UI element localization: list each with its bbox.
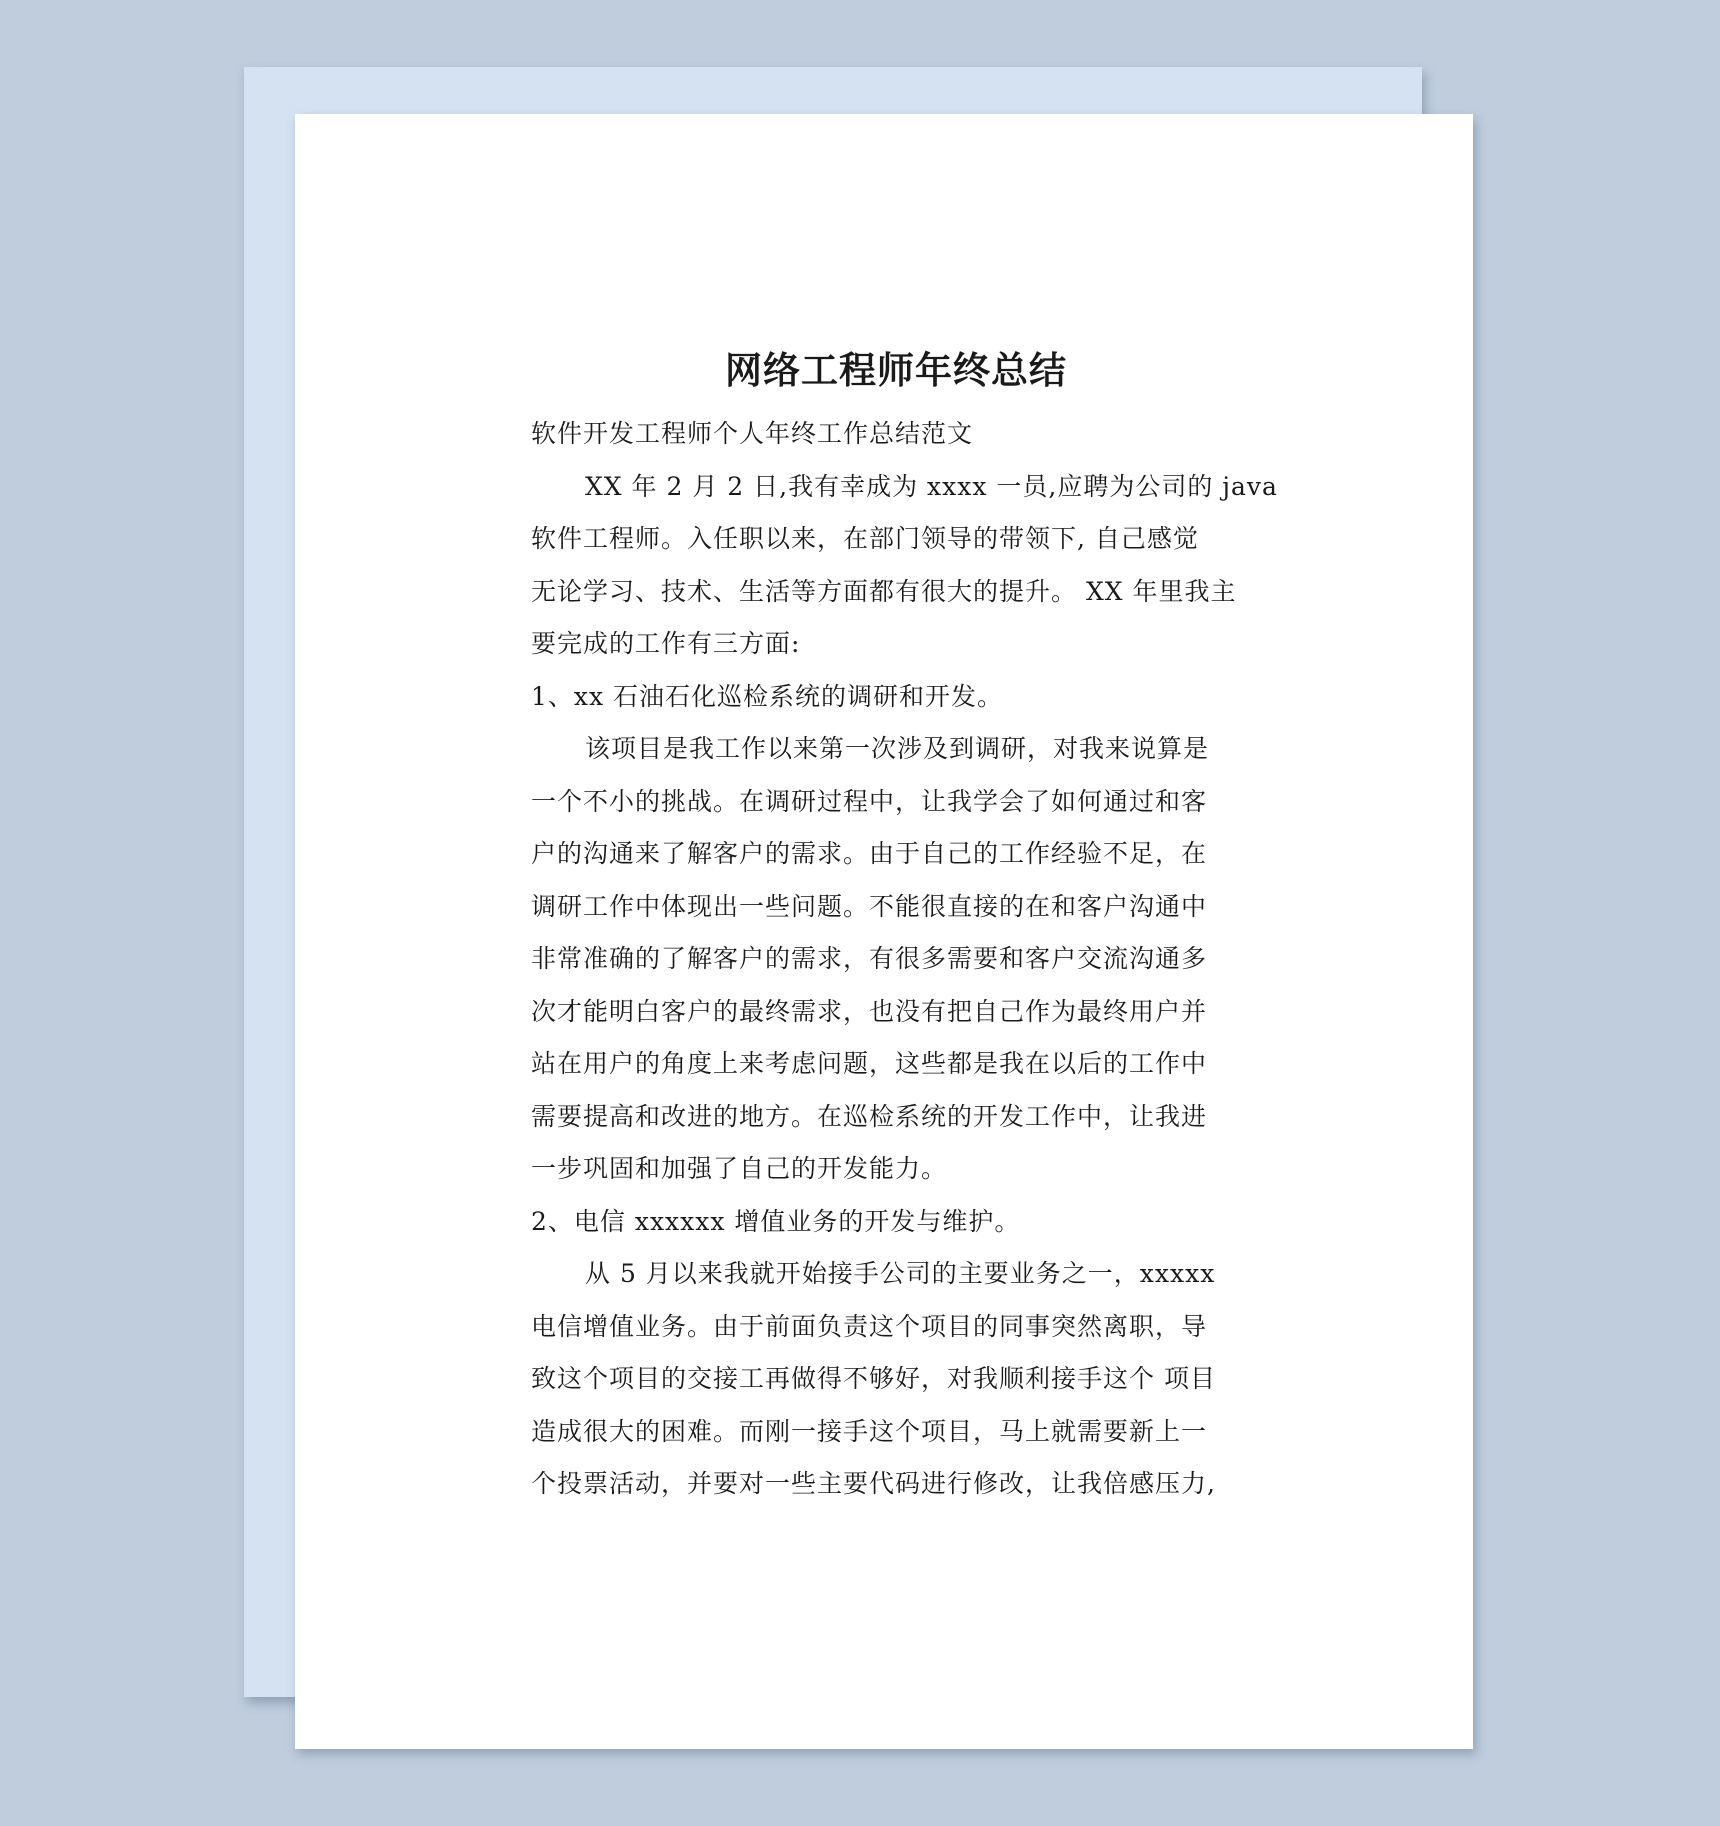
text-line: 次才能明白客户的最终需求，也没有把自己作为最终用户并 xyxy=(531,996,1208,1026)
text-line: 致这个项目的交接工再做得不够好，对我顺利接手这个 项目 xyxy=(531,1364,1216,1393)
text-line: 户的沟通来了解客户的需求。由于自己的工作经验不足，在 xyxy=(531,839,1208,868)
text-line: 造成很大的困难。而刚一接手这个项目，马上就需要新上一 xyxy=(531,1416,1208,1446)
text-line: 软件开发工程师个人年终工作总结范文 xyxy=(531,419,974,448)
text-line: 需要提高和改进的地方。在巡检系统的开发工作中，让我进 xyxy=(531,1101,1208,1131)
text-line: 电信增值业务。由于前面负责这个项目的同事突然离职，导 xyxy=(531,1311,1208,1341)
text-line: 无论学习、技术、生活等方面都有很大的提升。 XX 年里我主 xyxy=(531,576,1237,606)
text-line: 非常准确的了解客户的需求，有很多需要和客户交流沟通多 xyxy=(531,944,1208,973)
text-line: 1、xx 石油石化巡检系统的调研和开发。 xyxy=(531,681,1004,711)
text-line: XX 年 2 月 2 日,我有幸成为 xxxx 一员,应聘为公司的 java xyxy=(585,471,1278,501)
text-line: 一步巩固和加强了自己的开发能力。 xyxy=(531,1154,948,1183)
text-line: 软件工程师。入任职以来，在部门领导的带领下, 自己感觉 xyxy=(531,524,1199,553)
text-line: 要完成的工作有三方面: xyxy=(531,629,801,658)
document-lines xyxy=(531,408,1278,1511)
front-page-sheet xyxy=(295,114,1473,1749)
document-body xyxy=(531,346,1278,1511)
text-line: 2、电信 xxxxxx 增值业务的开发与维护。 xyxy=(531,1206,1021,1236)
text-line: 调研工作中体现出一些问题。不能很直接的在和客户沟通中 xyxy=(531,891,1208,921)
text-line: 个投票活动，并要对一些主要代码进行修改，让我倍感压力, xyxy=(531,1469,1216,1498)
text-line: 站在用户的角度上来考虑问题，这些都是我在以后的工作中 xyxy=(531,1049,1208,1078)
text-line: 从 5 月以来我就开始接手公司的主要业务之一，xxxxx xyxy=(585,1259,1216,1288)
text-line: 一个不小的挑战。在调研过程中，让我学会了如何通过和客 xyxy=(531,786,1208,816)
text-line: 该项目是我工作以来第一次涉及到调研，对我来说算是 xyxy=(585,734,1210,763)
document-title: 网络工程师年终总结 xyxy=(725,348,1067,392)
